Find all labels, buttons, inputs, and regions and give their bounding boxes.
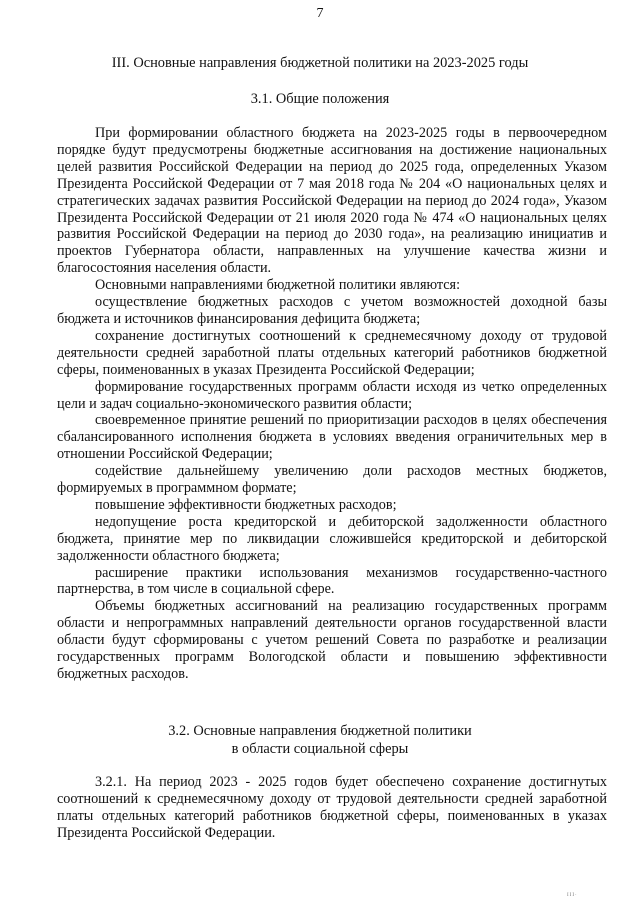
paragraph: 3.2.1. На период 2023 - 2025 годов будет обеспечено сохранение достигнутых соотношений к среднемесячному доходу от трудовой деятельности средней заработной платы отдельных категорий работников бюджетной сферы, поименованных в указах Президента Российской Федерации.: [57, 774, 607, 841]
paragraph: своевременное принятие решений по приоритизации расходов в целях обеспечения сбалансированного исполнения бюджета в условиях введения ограничительных мер в отношении Российской Федерации;: [57, 412, 607, 463]
subsection-heading-3-2-line1: 3.2. Основные направления бюджетной политики: [168, 723, 472, 739]
paragraph: осуществление бюджетных расходов с учетом возможностей доходной базы бюджета и источников финансирования дефицита бюджета;: [57, 294, 607, 327]
paragraph: формирование государственных программ области исходя из четко определенных цели и задач социально-экономического развития области;: [57, 378, 607, 412]
paragraph: Объемы бюджетных ассигнований на реализацию государственных программ области и непрограммных направлений деятельности органов государственной власти области будут сформированы с учетом решений Совета по разработке и реализации государственных программ Вологодской области и повышению эффективности бюджетных расходов.: [57, 598, 607, 682]
general-provisions-body: [57, 125, 607, 683]
paragraph: Основными направлениями бюджетной политики являются:: [95, 277, 461, 294]
paragraph: недопущение роста кредиторской и дебиторской задолженности областного бюджета, принятие мер по ликвидации сложившейся кредиторской и дебиторской задолженности областного бюджета;: [57, 513, 607, 564]
paragraph: повышение эффективности бюджетных расходов;: [95, 496, 397, 513]
section-heading: III. Основные направления бюджетной политики на 2023-2025 годы: [111, 55, 529, 71]
paragraph: сохранение достигнутых соотношений к среднемесячному доходу от трудовой деятельности средней заработной платы отдельных категорий работников бюджетной сферы, поименованных в указах Президента Российской Федерации;: [57, 327, 607, 378]
subsection-heading-3-1: 3.1. Общие положения: [250, 91, 390, 107]
subsection-heading-3-2-line2: в области социальной сферы: [231, 741, 409, 757]
footer-mark: ІІІ·: [567, 893, 578, 898]
paragraph: содействие дальнейшему увеличению доли расходов местных бюджетов, формируемых в программном формате;: [57, 463, 607, 497]
page-number: 7: [316, 6, 324, 21]
social-sphere-body: [57, 774, 607, 842]
paragraph: При формировании областного бюджета на 2023-2025 годы в первоочередном порядке будут предусмотрены бюджетные ассигнования на достижение национальных целей развития Российской Федерации на период до 2025 года, определенных Указом Президента Российской Федерации от 7 мая 2018 года № 204 «О национальных целях и стратегических задачах развития Российской Федерации на период до 2024 года», Указом Президента Российской Федерации от 21 июля 2020 года № 474 «О национальных целях развития Российской Федерации на период до 2030 года», на реализацию инициатив и проектов Губернатора области, направленных на улучшение качества жизни и благосостояния населения области.: [57, 125, 607, 277]
paragraph: расширение практики использования механизмов государственно-частного партнерства, в том числе в социальной сфере.: [57, 564, 607, 598]
